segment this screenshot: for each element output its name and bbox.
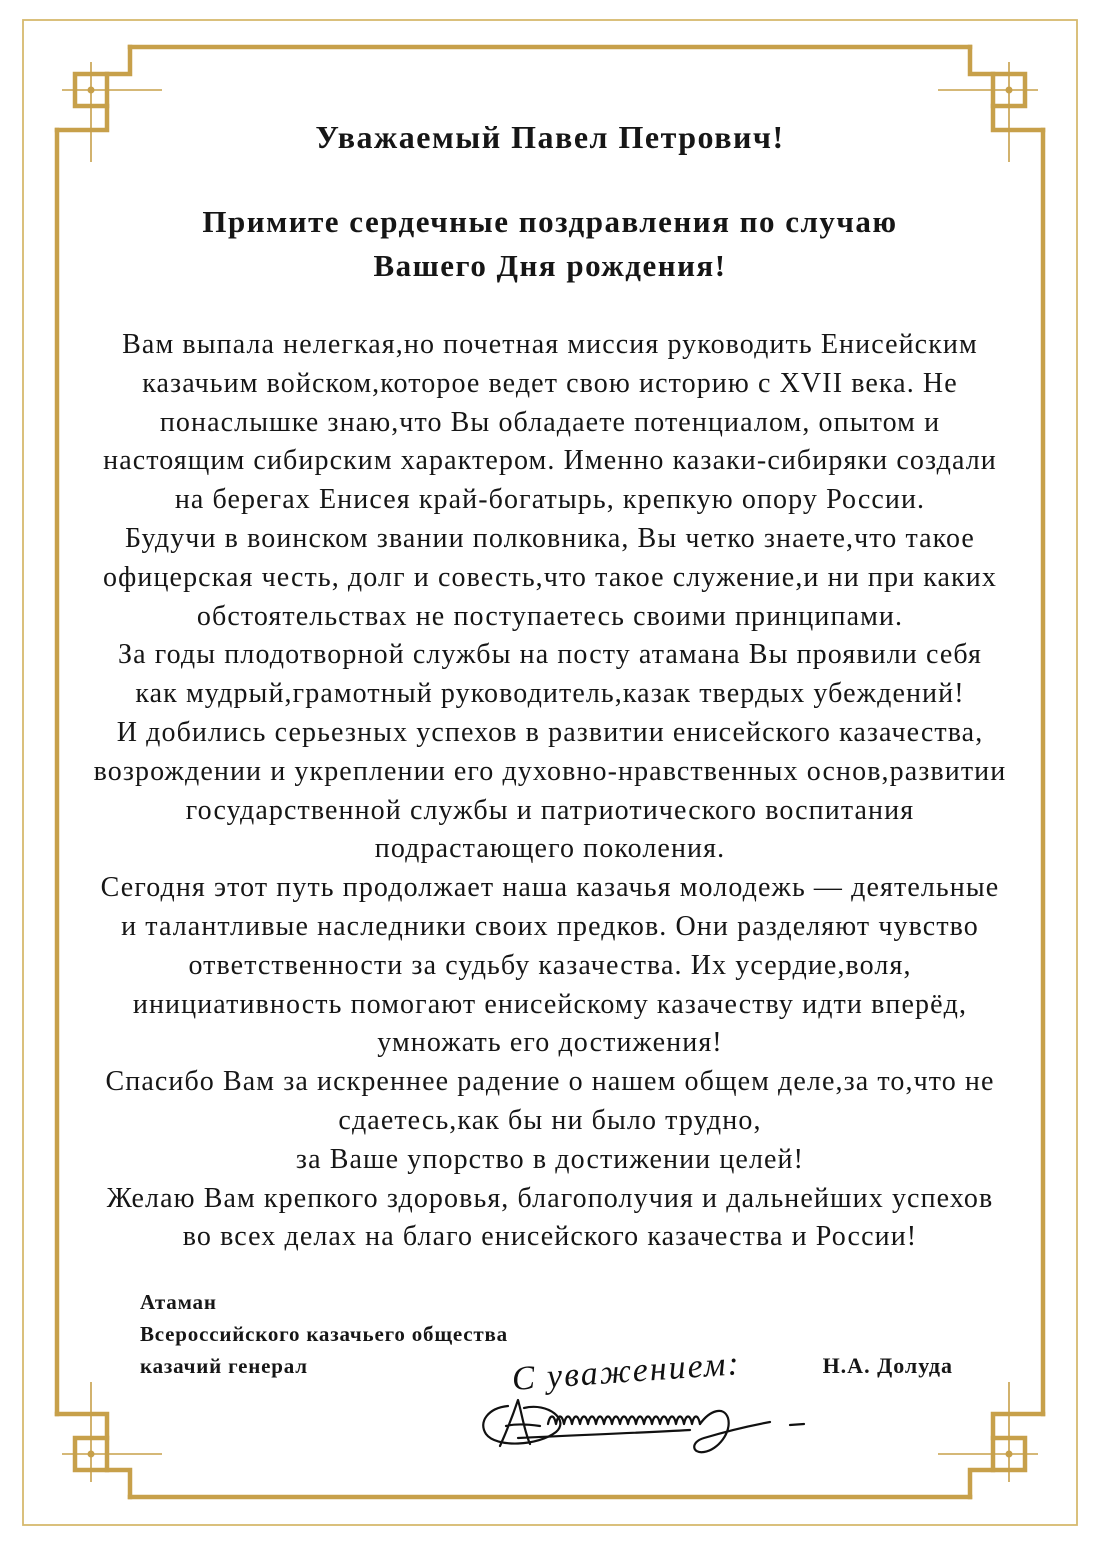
signature-underline (518, 1430, 690, 1438)
handwritten-note: С уважением: (510, 1345, 742, 1398)
congratulation-line: Примите сердечные поздравления по случаю (202, 204, 898, 239)
body-line: во всех делах на благо енисейского казачества и России! (182, 1221, 918, 1253)
body-line: понаслышке знаю,что Вы обладаете потенциалом, опытом и (159, 406, 941, 438)
letter-greeting: Уважаемый Павел Петрович! (315, 119, 785, 155)
signatory-name: Н.А. Долуда (822, 1353, 953, 1378)
corner-ornament-bottom-right (938, 1382, 1043, 1497)
body-line: и талантливые наследники своих предков. Они разделяют чувство (121, 910, 979, 942)
body-line: За годы плодотворной службы на посту атамана Вы проявили себя (118, 639, 982, 671)
body-line: Спасибо Вам за искреннее радение о нашем общем деле,за то,что не (105, 1066, 995, 1098)
body-line: подрастающего поколения. (374, 833, 726, 865)
signature-waves (548, 1417, 700, 1425)
body-line: Желаю Вам крепкого здоровья, благополучия и дальнейших успехов (106, 1182, 994, 1214)
signatory-title (140, 1286, 508, 1382)
congratulation-heading (0, 200, 1100, 288)
signature-dash (790, 1424, 804, 1425)
body-line: казачьим войском,которое ведет свою историю с XVII века. Не (142, 367, 958, 399)
signatory-title-line: казачий генерал (140, 1354, 308, 1378)
signatory-title-line: Атаман (140, 1290, 217, 1314)
body-line: ответственности за судьбу казачества. Их усердие,воля, (188, 949, 912, 981)
body-line: Будучи в воинском звании полковника, Вы четко знаете,что такое (125, 522, 975, 554)
body-line: за Ваше упорство в достижении целей! (295, 1143, 805, 1175)
signature-tail (694, 1411, 770, 1452)
congratulation-line: Вашего Дня рождения! (373, 248, 727, 283)
body-line: Сегодня этот путь продолжает наша казачья молодежь — деятельные (100, 872, 1000, 904)
body-line: И добились серьезных успехов в развитии енисейского казачества, (116, 716, 984, 748)
corner-ornament-bottom-left (57, 1382, 162, 1497)
body-line: на берегах Енисея край-богатырь, крепкую опору России. (174, 484, 926, 516)
body-line: возрождении и укреплении его духовно-нравственных основ,развитии (93, 755, 1007, 787)
body-line: настоящим сибирским характером. Именно казаки-сибиряки создали (103, 445, 997, 477)
letter-body (60, 326, 1040, 1257)
body-line: офицерская честь, долг и совесть,что такое служение,и ни при каких (103, 561, 997, 593)
body-line: Вам выпала нелегкая,но почетная миссия руководить Енисейским (122, 329, 978, 360)
body-line: государственной службы и патриотического воспитания (185, 794, 915, 826)
handwritten-signature (478, 1388, 808, 1460)
signatory-title-line: Всероссийского казачьего общества (140, 1322, 508, 1346)
body-line: инициативность помогают енисейскому казачеству идти вперёд, (132, 988, 968, 1020)
body-line: как мудрый,грамотный руководитель,казак твердых убеждений! (135, 678, 965, 710)
body-line: обстоятельствах не поступаетесь своими принципами. (196, 600, 904, 632)
body-line: сдаетесь,как бы ни было трудно, (338, 1104, 762, 1136)
body-line: умножать его достижения! (377, 1027, 723, 1059)
